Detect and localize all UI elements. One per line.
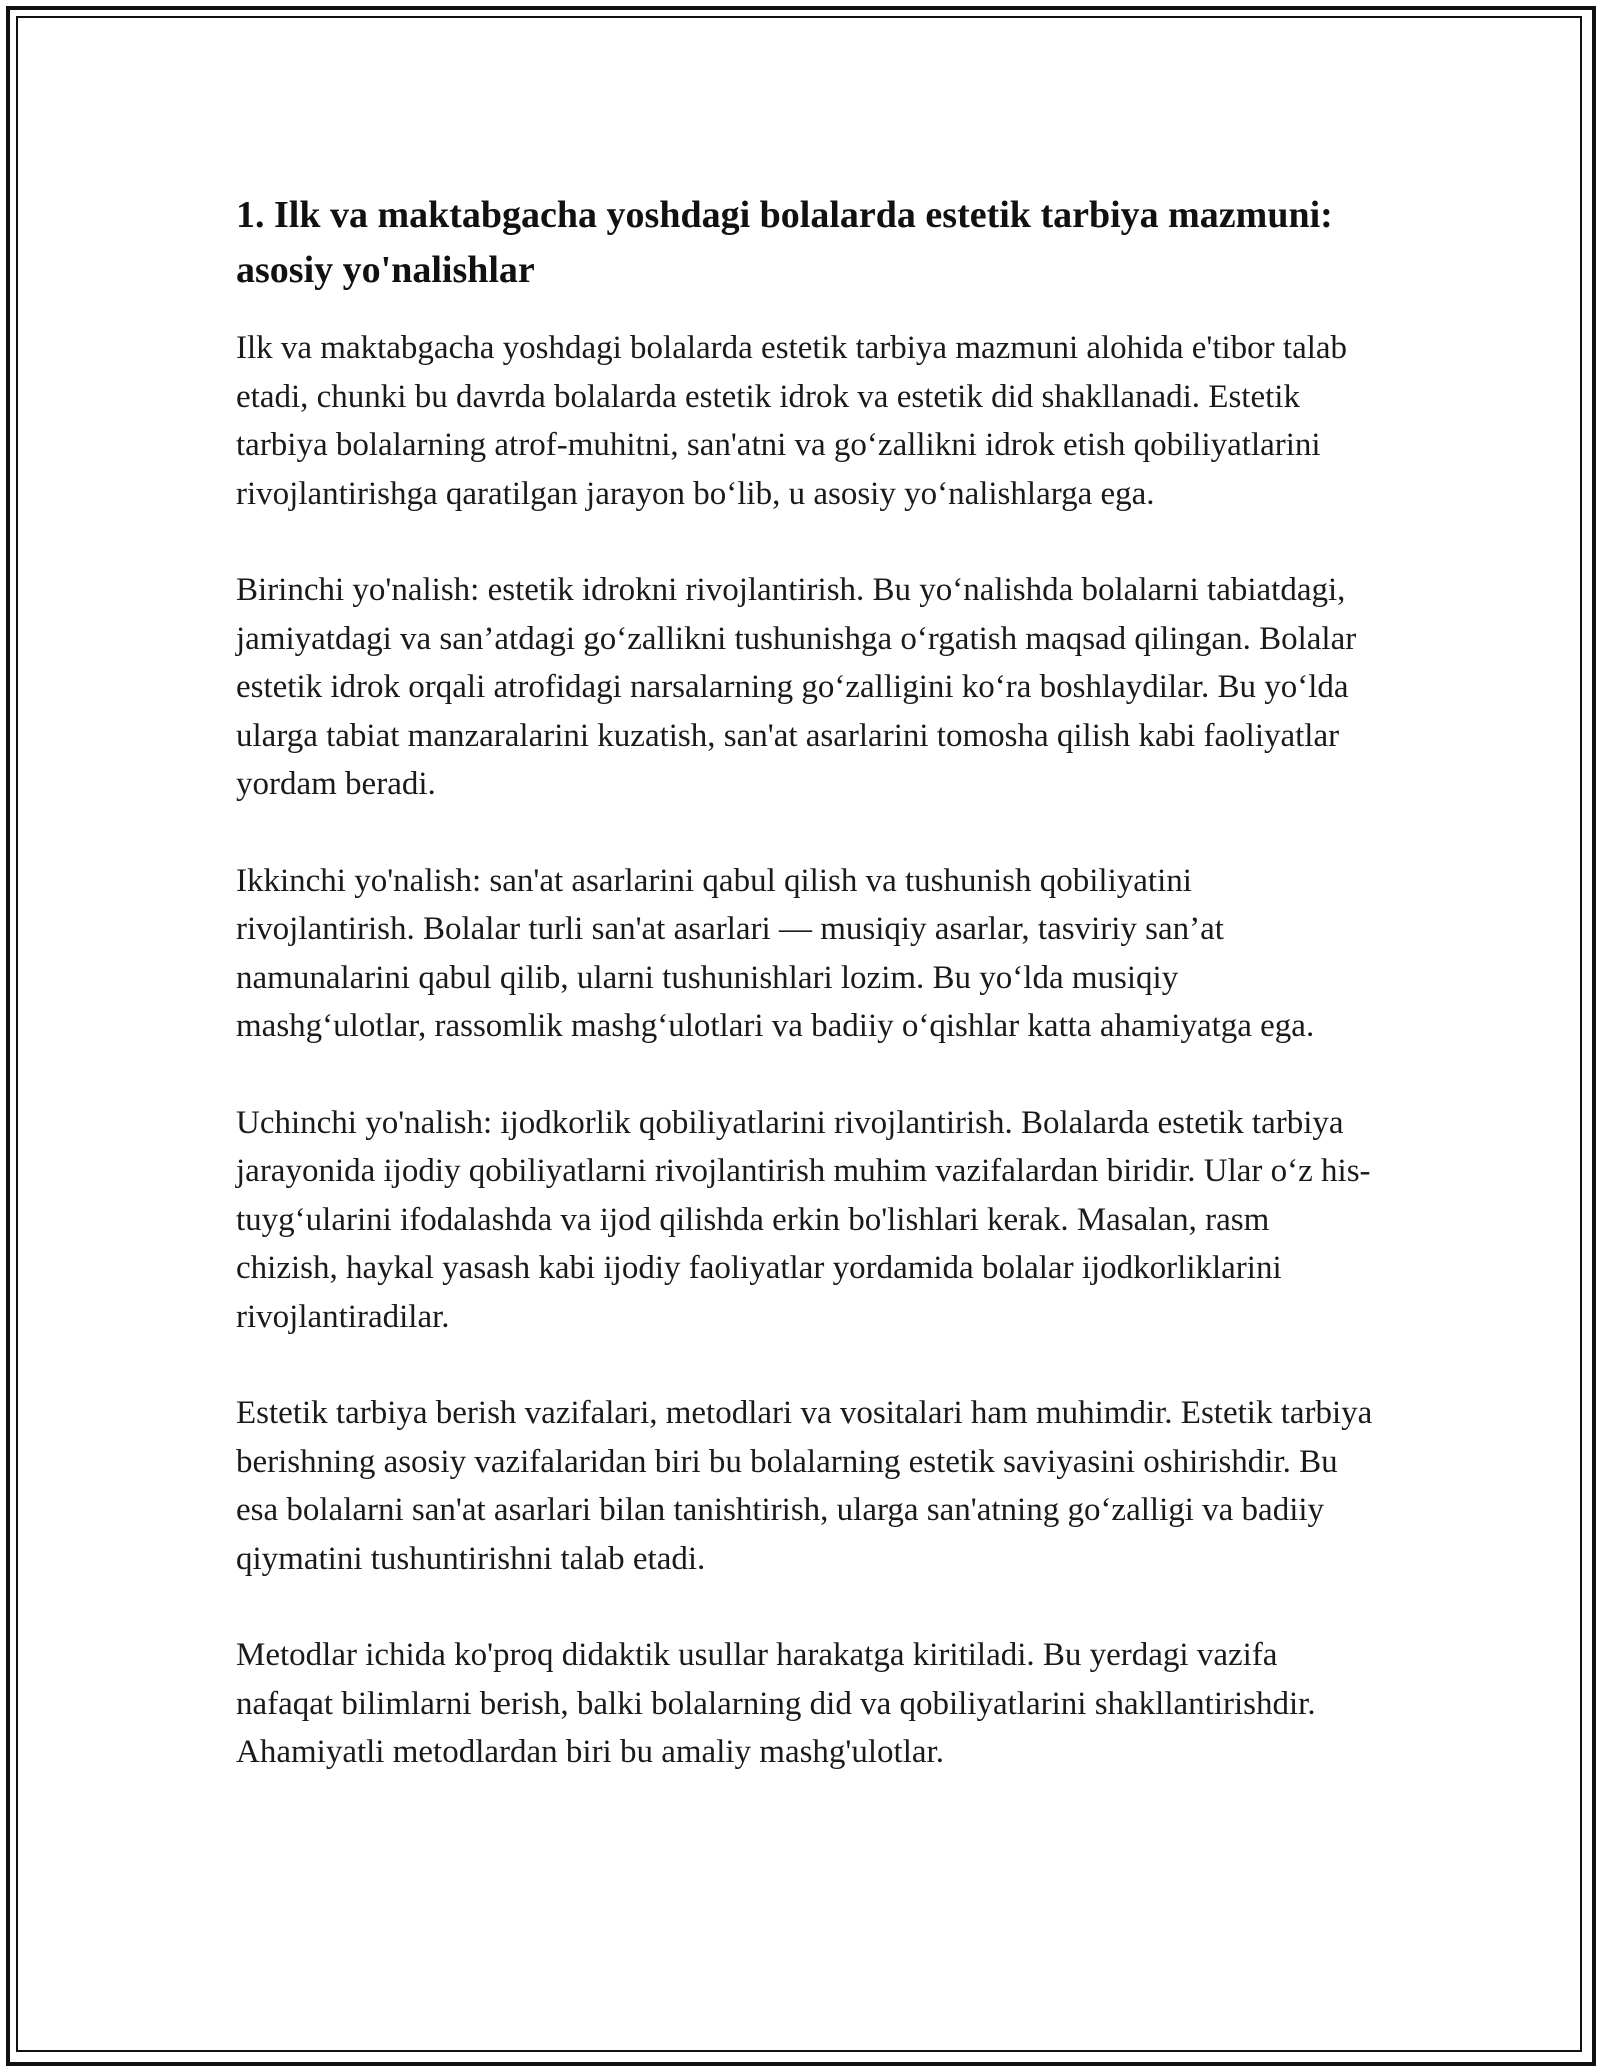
paragraph-methods: Metodlar ichida ko'proq didaktik usullar harakatga kiritiladi. Bu yerdagi vazifa nafaqat bilimlarni berish, balki bolalarning did va qobiliyatlarini shakllantirishdir. Ahamiyatli metodlardan biri bu amaliy mashg'ulotlar.	[236, 1637, 1316, 1770]
paragraph-intro: Ilk va maktabgacha yoshdagi bolalarda estetik tarbiya mazmuni alohida e'tibor talab etadi, chunki bu davrda bolalarda estetik idrok va estetik did shakllanadi. Estetik tarbiya bolalarning atrof-muhitni, san'atni va go‘zallikni idrok etish qobiliyatlarini rivojlantirishga qaratilgan jarayon bo‘lib, u asosiy yo‘nalishlarga ega.	[236, 330, 1348, 512]
paragraph-third-direction: Uchinchi yo'nalish: ijodkorlik qobiliyatlarini rivojlantirish. Bolalarda estetik tarbiya jarayonida ijodiy qobiliyatlarni rivojlantirish muhim vazifalardan biridir. Ular o‘z his-tuyg‘ularini ifodalashda va ijod qilishda erkin bo'lishlari kerak. Masalan, rasm chizish, haykal yasash kabi ijodiy faoliyatlar yordamida bolalar ijodkorliklarini rivojlantiradilar.	[236, 1104, 1371, 1335]
paragraph-first-direction: Birinchi yo'nalish: estetik idrokni rivojlantirish. Bu yo‘nalishda bolalarni tabiatdagi, jamiyatdagi va san’atdagi go‘zallikni tushunishga o‘rgatish maqsad qilingan. Bolalar estetik idrok orqali atrofidagi narsalarning go‘zalligini ko‘ra boshlaydilar. Bu yo‘lda ularga tabiat manzaralarini kuzatish, san'at asarlarini tomosha qilish kabi faoliyatlar yordam beradi.	[236, 572, 1357, 802]
paragraph-second-direction: Ikkinchi yo'nalish: san'at asarlarini qabul qilish va tushunish qobiliyatini rivojlantirish. Bolalar turli san'at asarlari — musiqiy asarlar, tasviriy san’at namunalarini qabul qilib, ularni tushunishlari lozim. Bu yo‘lda musiqiy mashg‘ulotlar, rassomlik mashg‘ulotlari va badiiy o‘qishlar katta ahamiyatga ega.	[236, 862, 1315, 1044]
paragraph-tasks: Estetik tarbiya berish vazifalari, metodlari va vositalari ham muhimdir. Estetik tarbiya berishning asosiy vazifalaridan biri bu bolalarning estetik saviyasini oshirishdir. Bu esa bolalarni san'at asarlari bilan tanishtirish, ularga san'atning go‘zalligi va badiiy qiymatini tushuntirishni talab etadi.	[236, 1395, 1373, 1577]
section-heading: 1. Ilk va maktabgacha yoshdagi bolalarda estetik tarbiya mazmuni: asosiy yo'nalishlar	[236, 194, 1333, 291]
document-body	[236, 188, 1376, 1825]
